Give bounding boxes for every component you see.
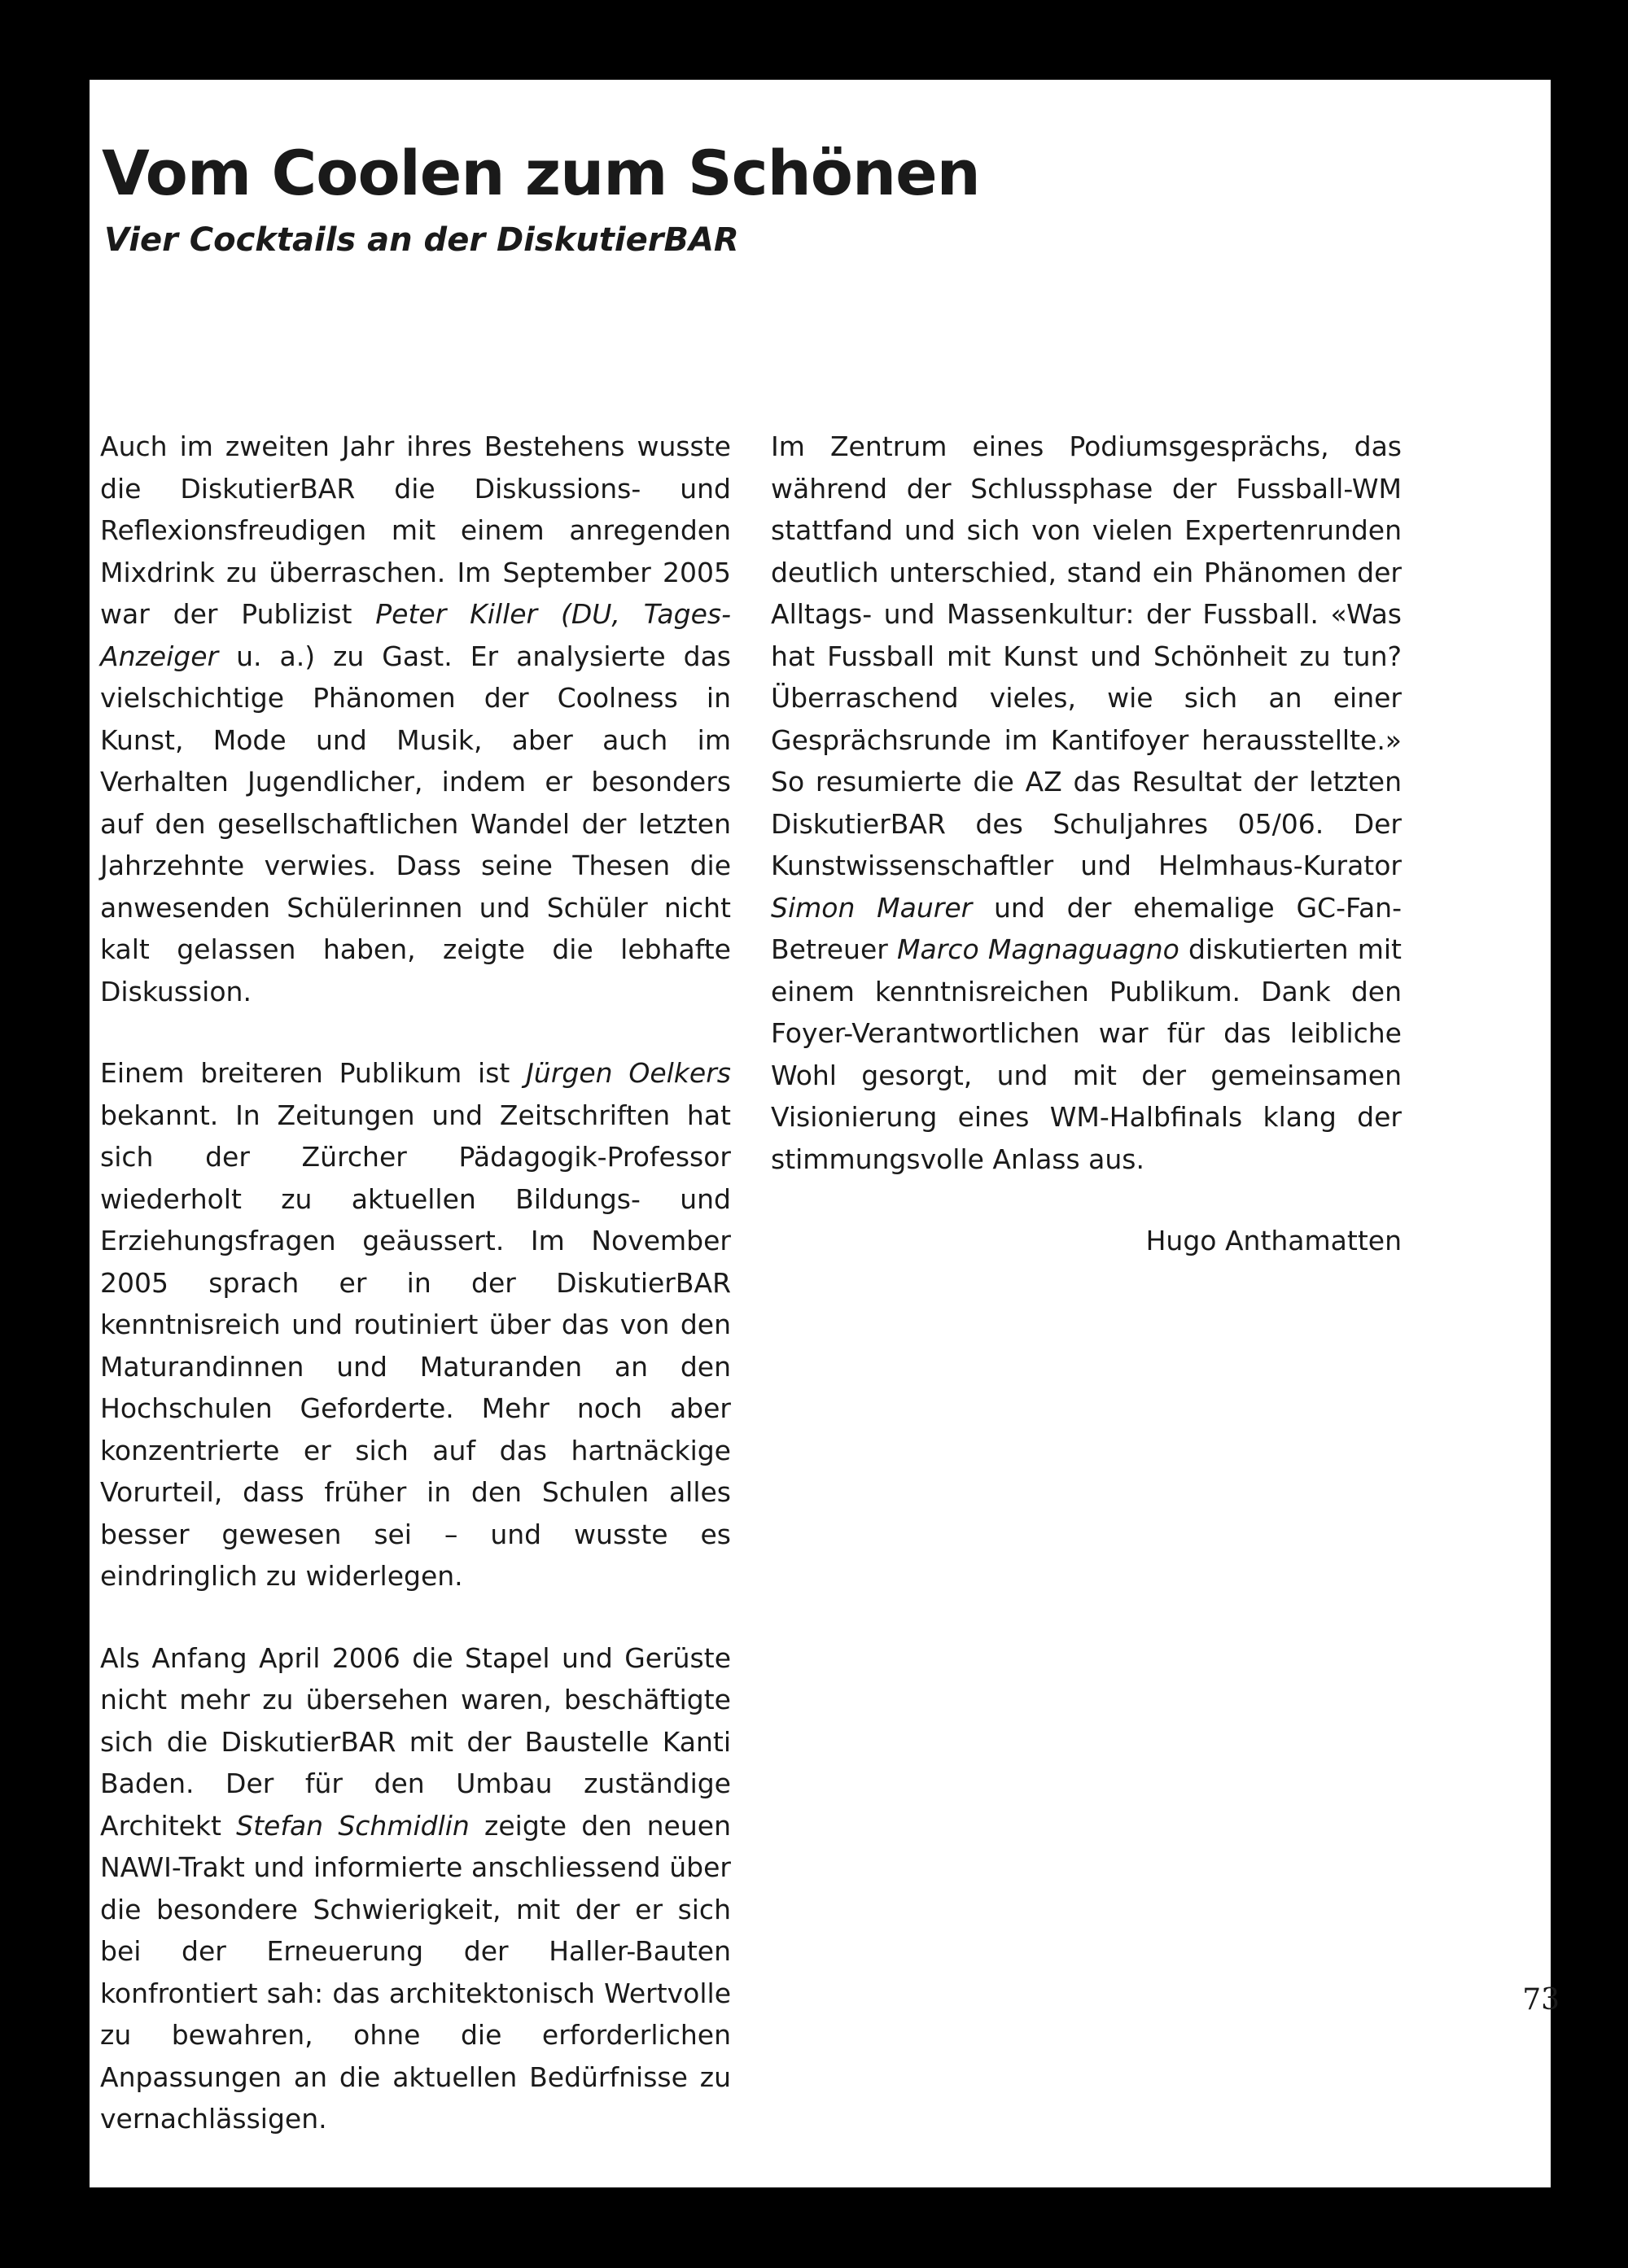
person-name: Stefan Schmidlin [236, 1809, 470, 1842]
paragraph-baustelle: Als Anfang April 2006 die Stapel und Gerüste nicht mehr zu übersehen waren, beschäftigte sich die DiskutierBAR mit der Baustelle Kanti Baden. Der für den Umbau zuständige Architekt Stefan Schmidlin zeigte den neuen NAWI-Trakt und informierte anschliessend über die besondere Schwierigkeit, mit der er sich bei der Erneuerung der Haller-Bauten konfrontiert sah: das architektonisch Wertvolle zu bewahren, ohne die erforderlichen Anpassungen an die aktuellen Bedürfnisse zu vernachlässigen. [100, 1641, 731, 2135]
author-signature: Hugo Anthamatten [1145, 1225, 1402, 1256]
person-name: Peter Killer (DU, Tages-Anzeiger [100, 598, 731, 672]
article-subtitle: Vier Cocktails an der DiskutierBAR [104, 221, 739, 259]
right-column [771, 426, 1402, 1262]
person-name: Marco Magnaguagno [897, 933, 1179, 965]
article-title: Vom Coolen zum Schönen [102, 137, 980, 209]
person-name: Jürgen Oelkers [526, 1057, 731, 1089]
page-number: 73 [1522, 1983, 1560, 2017]
paragraph-oelkers: Einem breiteren Publikum ist Jürgen Oelkers bekannt. In Zeitungen und Zeitschriften hat sich der Zürcher Pädagogik-Professor wiederholt zu aktuellen Bildungs- und Erziehungsfragen geäussert. Im November 2005 sprach er in der DiskutierBAR kenntnisreich und routiniert über das von den Maturandinnen und Maturanden an den Hochschulen Geforderte. Mehr noch aber konzentrierte er sich auf das hartnäckige Vorurteil, dass früher in den Schulen alles besser gewesen sei – und wusste es eindringlich zu widerlegen. [100, 1057, 731, 1592]
person-name: Simon Maurer [771, 891, 973, 924]
left-column [100, 426, 731, 2180]
paragraph-coolness: Auch im zweiten Jahr ihres Bestehens wusste die DiskutierBAR die Diskussions- und Reflexionsfreudigen mit einem anregenden Mixdrink zu überraschen. Im September 2005 war der Publizist Peter Killer (DU, Tages-Anzeiger u. a.) zu Gast. Er analysierte das vielschichtige Phänomen der Coolness in Kunst, Mode und Musik, aber auch im Verhalten Jugendlicher, indem er besonders auf den gesellschaftlichen Wandel der letzten Jahrzehnte verwies. Dass seine Thesen die anwesenden Schülerinnen und Schüler nicht kalt gelassen haben, zeigte die lebhafte Diskussion. [100, 430, 731, 1007]
paragraph-fussball: Im Zentrum eines Podiumsgesprächs, das während der Schlussphase der Fussball-WM stattfand und sich von vielen Expertenrunden deutlich unterschied, stand ein Phänomen der Alltags- und Massenkultur: der Fussball. «Was hat Fussball mit Kunst und Schönheit zu tun? Überraschend vieles, wie sich an einer Gesprächsrunde im Kantifoyer herausstellte.» So resumierte die AZ das Resultat der letzten DiskutierBAR des Schuljahres 05/06. Der Kunstwissenschaftler und Helmhaus-Kurator Simon Maurer und der ehemalige GC-Fan-Betreuer Marco Magnaguagno diskutierten mit einem kenntnisreichen Publikum. Dank den Foyer-Verantwortlichen war für das leibliche Wohl gesorgt, und mit der gemeinsamen Visionierung eines WM-Halbfinals klang der stimmungsvolle Anlass aus. [771, 430, 1402, 1175]
